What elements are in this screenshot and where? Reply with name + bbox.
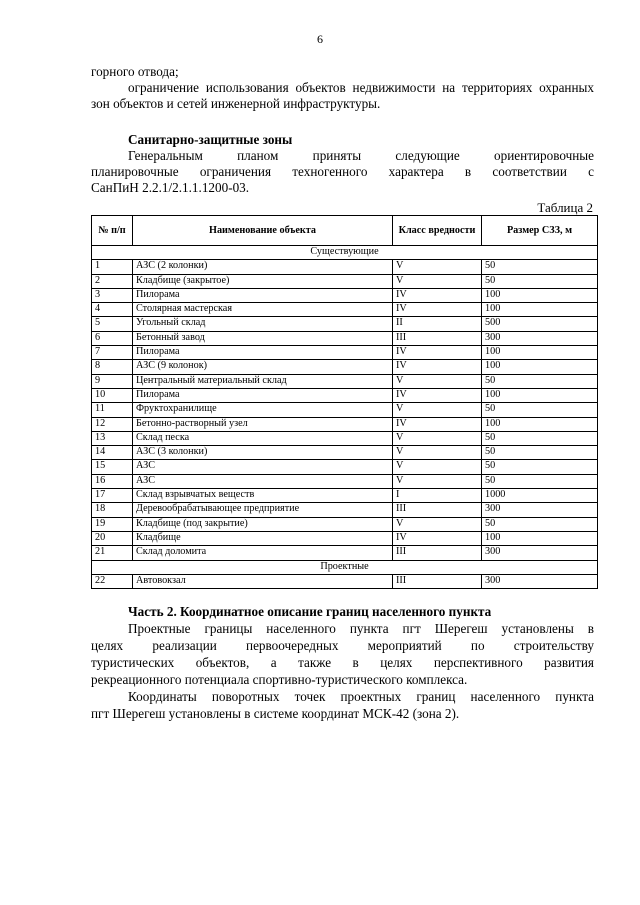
table-row bbox=[92, 489, 598, 503]
row-name: Склад доломита bbox=[133, 546, 393, 560]
row-name: Склад песка bbox=[133, 431, 393, 445]
row-size: 100 bbox=[482, 346, 598, 360]
row-class: IV bbox=[393, 288, 482, 302]
table-row bbox=[92, 288, 598, 302]
row-class: IV bbox=[393, 303, 482, 317]
group-label-existing: Существующие bbox=[92, 246, 598, 260]
row-size: 50 bbox=[482, 460, 598, 474]
row-class: II bbox=[393, 317, 482, 331]
table-row bbox=[92, 388, 598, 402]
row-name: Деревообрабатывающее предприятие bbox=[133, 503, 393, 517]
row-class: I bbox=[393, 489, 482, 503]
table-row bbox=[92, 260, 598, 274]
row-class: V bbox=[393, 374, 482, 388]
sanitary-line-2: планировочные ограничения техногенного характера в соответствии с bbox=[91, 164, 594, 179]
table-row bbox=[92, 403, 598, 417]
sanitary-zones-table bbox=[91, 215, 598, 589]
table-row bbox=[92, 531, 598, 545]
table-row bbox=[92, 503, 598, 517]
row-size: 50 bbox=[482, 431, 598, 445]
row-size: 500 bbox=[482, 317, 598, 331]
row-size: 50 bbox=[482, 260, 598, 274]
row-name: Кладбище (под закрытие) bbox=[133, 517, 393, 531]
row-num: 10 bbox=[92, 388, 133, 402]
row-size: 50 bbox=[482, 374, 598, 388]
sanitary-heading: Санитарно-защитные зоны bbox=[128, 132, 293, 147]
row-num: 9 bbox=[92, 374, 133, 388]
row-num: 16 bbox=[92, 474, 133, 488]
table-row bbox=[92, 574, 598, 588]
table-row bbox=[92, 274, 598, 288]
table-row bbox=[92, 446, 598, 460]
row-size: 50 bbox=[482, 474, 598, 488]
row-class: III bbox=[393, 503, 482, 517]
table-row bbox=[92, 346, 598, 360]
part2-p1-line-3: туристических объектов, а также в целях перспективного развития bbox=[91, 655, 594, 670]
row-class: V bbox=[393, 403, 482, 417]
table-row bbox=[92, 360, 598, 374]
table-row bbox=[92, 517, 598, 531]
row-name: Фруктохранилище bbox=[133, 403, 393, 417]
table-row bbox=[92, 331, 598, 345]
row-name: АЗС (9 колонок) bbox=[133, 360, 393, 374]
row-name: Пилорама bbox=[133, 346, 393, 360]
row-name: Центральный материальный склад bbox=[133, 374, 393, 388]
row-size: 300 bbox=[482, 331, 598, 345]
row-name: Кладбище bbox=[133, 531, 393, 545]
row-size: 50 bbox=[482, 517, 598, 531]
row-num: 5 bbox=[92, 317, 133, 331]
row-size: 100 bbox=[482, 388, 598, 402]
part2-p1-line-2: целях реализации первоочередных мероприятий по строительству bbox=[91, 638, 594, 653]
row-name: Пилорама bbox=[133, 288, 393, 302]
table-row bbox=[92, 317, 598, 331]
group-row-existing bbox=[92, 246, 598, 260]
row-class: V bbox=[393, 474, 482, 488]
part2-p2-line-2: пгт Шерегеш установлены в системе координат МСК-42 (зона 2). bbox=[91, 706, 460, 721]
part2-p1-line-4: рекреационного потенциала спортивно-туристического комплекса. bbox=[91, 672, 468, 687]
row-num: 4 bbox=[92, 303, 133, 317]
row-class: IV bbox=[393, 531, 482, 545]
row-num: 11 bbox=[92, 403, 133, 417]
row-size: 50 bbox=[482, 403, 598, 417]
table-body bbox=[92, 246, 598, 589]
sanitary-line-3: СанПиН 2.2.1/2.1.1.1200-03. bbox=[91, 180, 250, 195]
row-class: V bbox=[393, 431, 482, 445]
row-name: Пилорама bbox=[133, 388, 393, 402]
table-header-row bbox=[92, 216, 598, 246]
row-num: 8 bbox=[92, 360, 133, 374]
row-num: 2 bbox=[92, 274, 133, 288]
row-num: 19 bbox=[92, 517, 133, 531]
row-class: III bbox=[393, 546, 482, 560]
table-row bbox=[92, 460, 598, 474]
part2-p1-line-1: Проектные границы населенного пункта пгт Шерегеш установлены в bbox=[128, 621, 594, 636]
row-size: 100 bbox=[482, 417, 598, 431]
row-num: 7 bbox=[92, 346, 133, 360]
row-class: V bbox=[393, 460, 482, 474]
row-num: 17 bbox=[92, 489, 133, 503]
table-row bbox=[92, 431, 598, 445]
row-name: Автовокзал bbox=[133, 574, 393, 588]
row-name: Склад взрывчатых веществ bbox=[133, 489, 393, 503]
row-name: АЗС (2 колонки) bbox=[133, 260, 393, 274]
row-size: 100 bbox=[482, 531, 598, 545]
row-size: 100 bbox=[482, 288, 598, 302]
row-num: 13 bbox=[92, 431, 133, 445]
row-class: V bbox=[393, 517, 482, 531]
row-size: 1000 bbox=[482, 489, 598, 503]
row-class: IV bbox=[393, 388, 482, 402]
row-class: III bbox=[393, 331, 482, 345]
group-row-planned bbox=[92, 560, 598, 574]
row-name: АЗС bbox=[133, 460, 393, 474]
header-name: Наименование объекта bbox=[133, 216, 393, 246]
table-row bbox=[92, 303, 598, 317]
intro-line: горного отвода; bbox=[91, 64, 179, 79]
group-label-planned: Проектные bbox=[92, 560, 598, 574]
row-name: Бетонно-растворный узел bbox=[133, 417, 393, 431]
row-num: 3 bbox=[92, 288, 133, 302]
row-size: 100 bbox=[482, 360, 598, 374]
table-row bbox=[92, 474, 598, 488]
page-number: 6 bbox=[317, 32, 323, 46]
part2-p2-line-1: Координаты поворотных точек проектных границ населенного пункта bbox=[128, 689, 594, 704]
row-class: IV bbox=[393, 346, 482, 360]
part2-heading: Часть 2. Координатное описание границ населенного пункта bbox=[128, 604, 492, 619]
sanitary-line-1: Генеральным планом приняты следующие ориентировочные bbox=[128, 148, 594, 163]
row-class: III bbox=[393, 574, 482, 588]
row-name: АЗС (3 колонки) bbox=[133, 446, 393, 460]
row-size: 300 bbox=[482, 574, 598, 588]
row-size: 50 bbox=[482, 446, 598, 460]
row-num: 14 bbox=[92, 446, 133, 460]
row-num: 6 bbox=[92, 331, 133, 345]
row-num: 21 bbox=[92, 546, 133, 560]
row-class: IV bbox=[393, 360, 482, 374]
row-size: 100 bbox=[482, 303, 598, 317]
table-caption: Таблица 2 bbox=[537, 200, 593, 215]
table-row bbox=[92, 374, 598, 388]
header-num: № п/п bbox=[92, 216, 133, 246]
row-class: IV bbox=[393, 417, 482, 431]
row-class: V bbox=[393, 260, 482, 274]
row-num: 15 bbox=[92, 460, 133, 474]
row-num: 22 bbox=[92, 574, 133, 588]
table-row bbox=[92, 546, 598, 560]
header-size: Размер СЗЗ, м bbox=[482, 216, 598, 246]
row-name: Бетонный завод bbox=[133, 331, 393, 345]
table-row bbox=[92, 417, 598, 431]
row-num: 1 bbox=[92, 260, 133, 274]
row-num: 12 bbox=[92, 417, 133, 431]
row-name: Столярная мастерская bbox=[133, 303, 393, 317]
row-name: Кладбище (закрытое) bbox=[133, 274, 393, 288]
row-num: 20 bbox=[92, 531, 133, 545]
row-class: V bbox=[393, 274, 482, 288]
row-size: 300 bbox=[482, 546, 598, 560]
header-class: Класс вредности bbox=[393, 216, 482, 246]
row-size: 50 bbox=[482, 274, 598, 288]
row-name: Угольный склад bbox=[133, 317, 393, 331]
intro-paragraph: ограничение использования объектов недвижимости на территориях охранных зон объектов и сетей инженерной инфраструктуры. bbox=[91, 80, 594, 111]
row-size: 300 bbox=[482, 503, 598, 517]
row-class: V bbox=[393, 446, 482, 460]
row-num: 18 bbox=[92, 503, 133, 517]
row-name: АЗС bbox=[133, 474, 393, 488]
